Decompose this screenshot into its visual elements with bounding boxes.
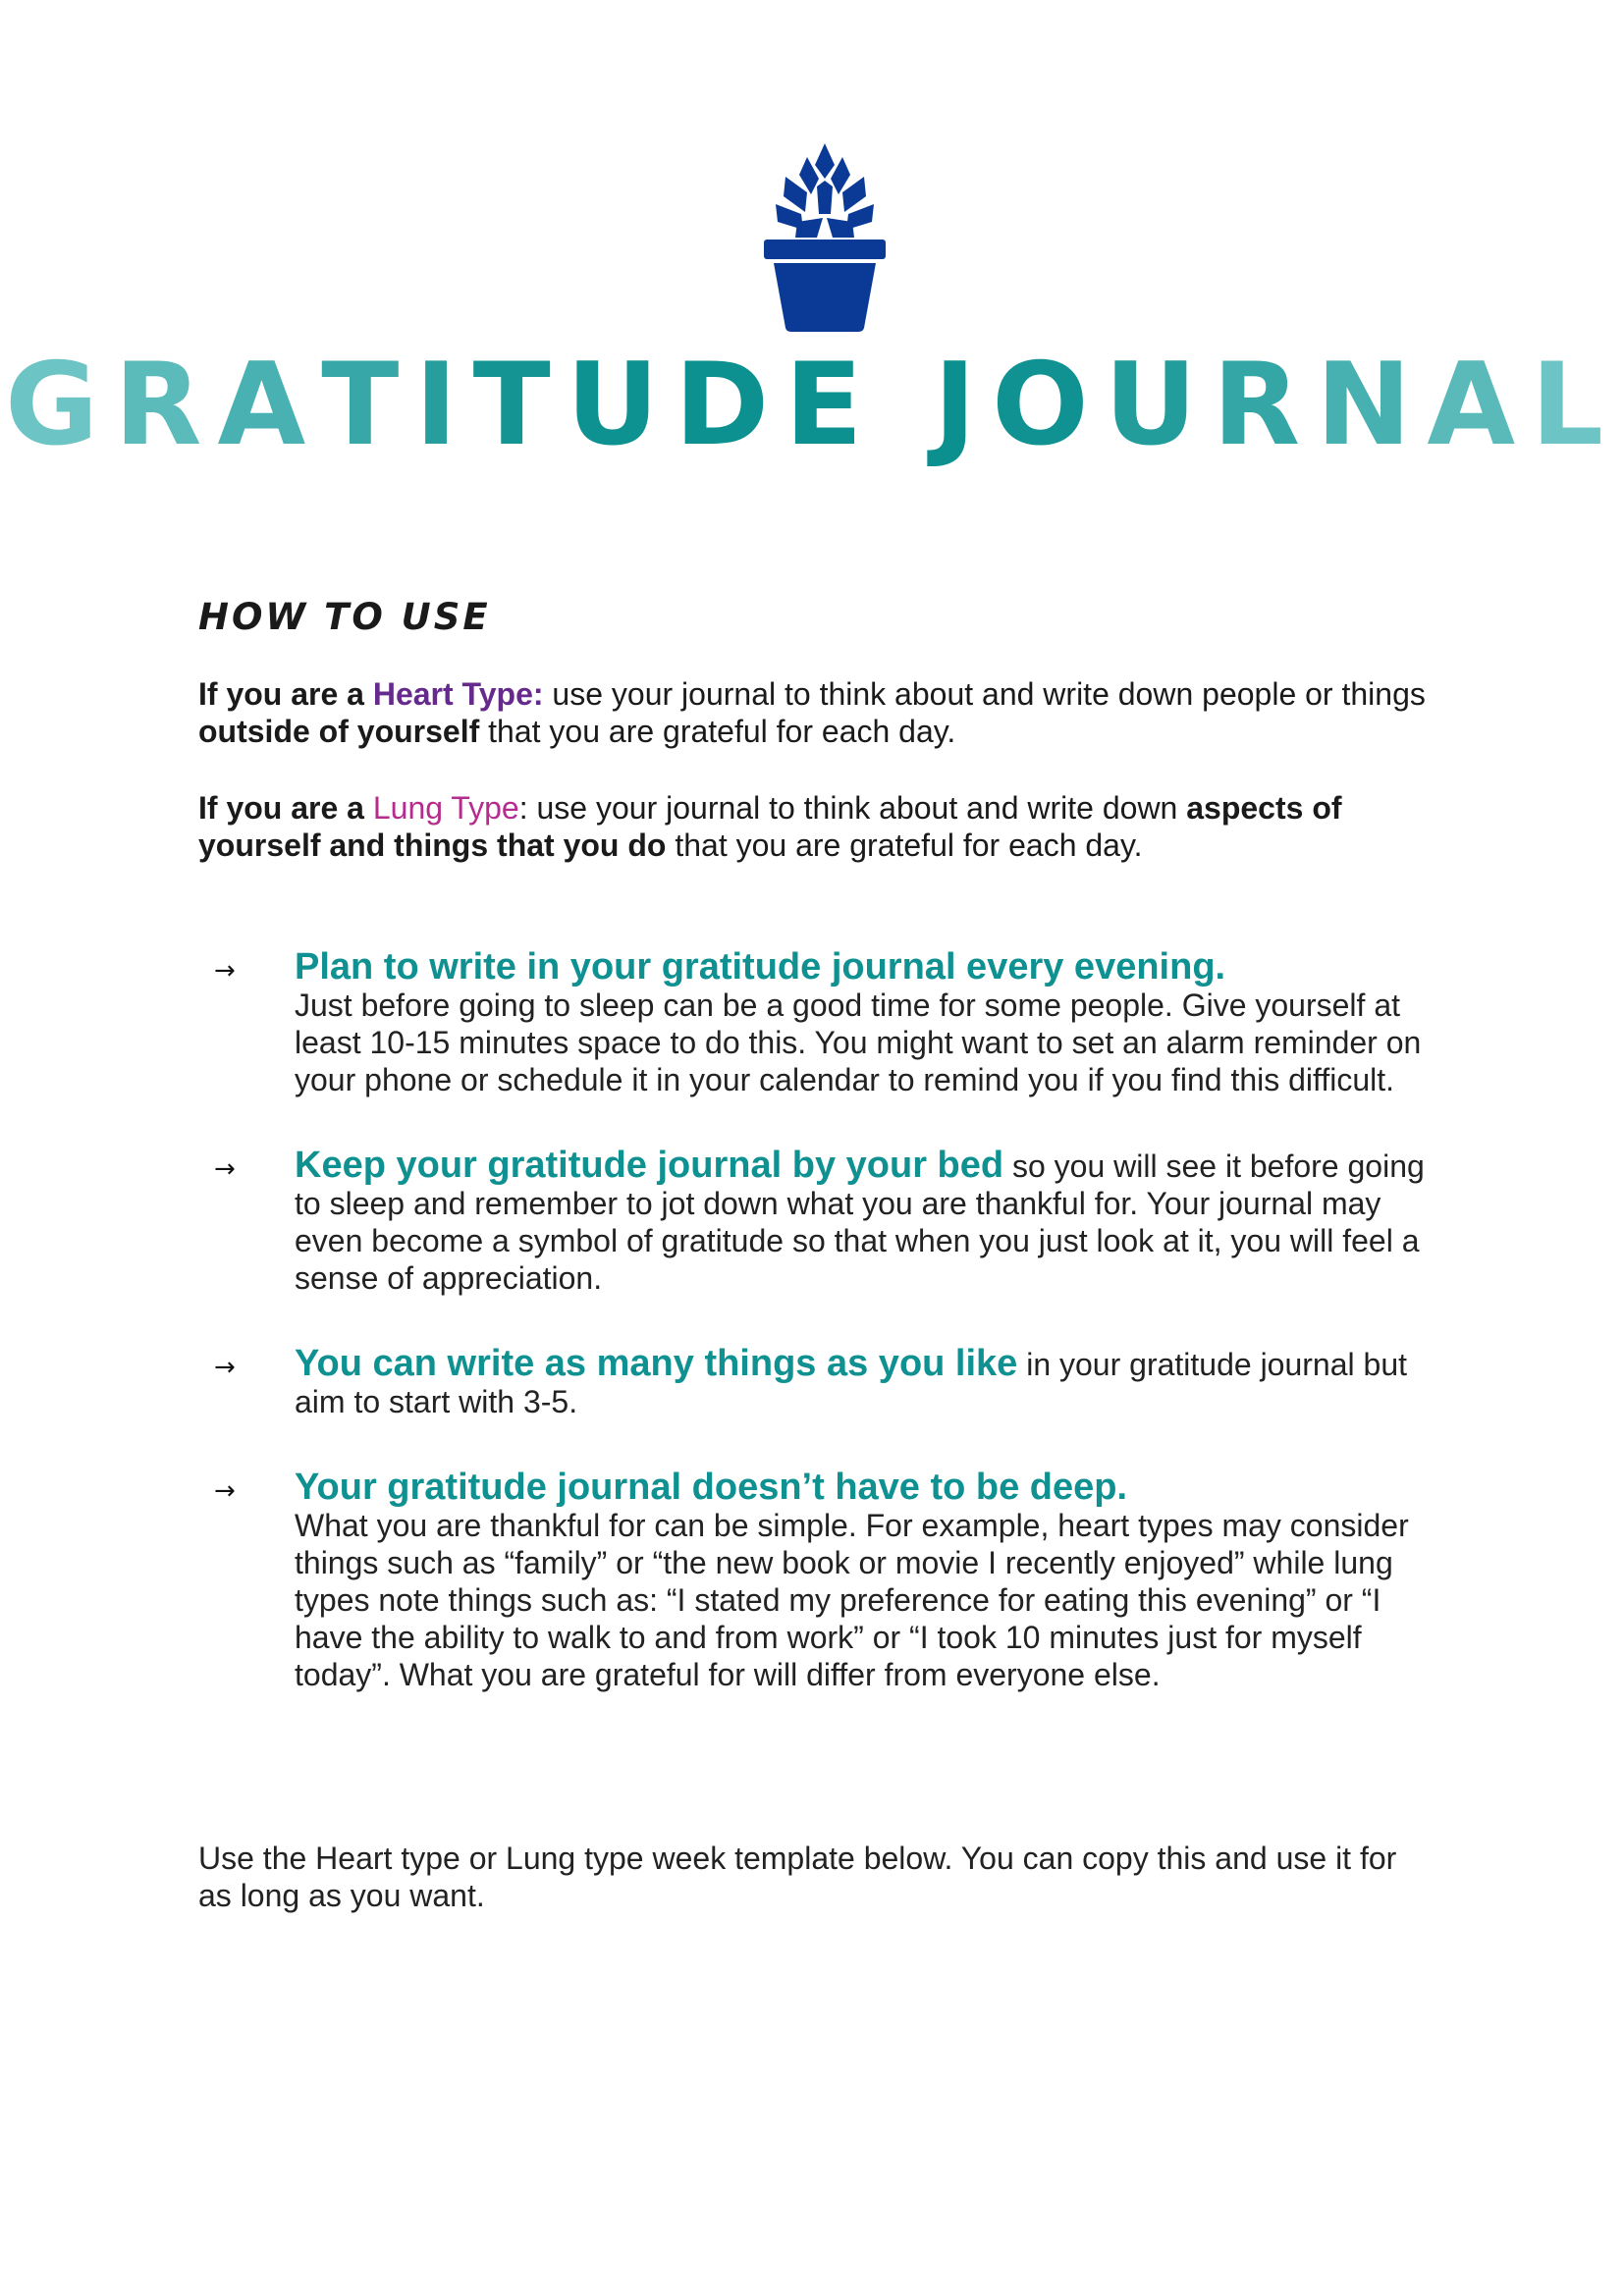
lung-type-paragraph (198, 789, 1426, 864)
tip-heading: You can write as many things as you like (295, 1343, 1018, 1384)
arrow-right-icon: → (214, 1476, 236, 1506)
title-letter: N (1316, 339, 1428, 471)
title-letter: O (992, 339, 1105, 471)
title-letter (879, 348, 934, 462)
tip-body: in your gratitude journal but aim to start with 3-5. (295, 1347, 1407, 1419)
succulent-plant-pot-icon (756, 135, 893, 332)
arrow-right-icon: → (214, 1154, 236, 1184)
title-letter: E (785, 339, 879, 471)
title-letter: T (321, 339, 415, 471)
template-instructions: Use the Heart type or Lung type week template below. You can copy this and use it for as long as you want. (198, 1841, 1397, 1913)
list-item (196, 1147, 1434, 1297)
heart-text-2: that you are grateful for each day. (479, 714, 956, 749)
title-letter: R (1212, 339, 1317, 471)
heart-emphasis: outside of yourself (198, 714, 480, 749)
tip-heading: Keep your gratitude journal by your bed (295, 1145, 1004, 1186)
heart-type-paragraph (198, 675, 1426, 750)
heart-type-label: Heart Type: (372, 676, 544, 712)
lung-text-2: that you are grateful for each day. (666, 828, 1143, 863)
title-letter: I (414, 339, 473, 471)
lung-prefix: If you are a (198, 790, 373, 826)
list-item (196, 1468, 1434, 1693)
page-title (0, 339, 1624, 471)
tip-body: Just before going to sleep can be a good time for some people. Give yourself at least 10-15 minutes space to do this. You might want to set an alarm reminder on your phone or schedule it in your calendar to remind you if you find this difficult. (295, 988, 1422, 1097)
heart-text-1: use your journal to think about and write down people or things (543, 676, 1426, 712)
heart-prefix: If you are a (198, 676, 373, 712)
title-letter: G (4, 339, 115, 471)
arrow-right-icon: → (214, 1353, 236, 1382)
title-letter: J (933, 339, 993, 471)
arrow-right-icon: → (214, 956, 236, 986)
title-letter: U (566, 339, 675, 471)
tip-body: so you will see it before going to sleep and remember to jot down what you are thankful for. Your journal may even become a symbol of gratitude so that when you just look at it, you will feel a sense of appreciation. (295, 1148, 1425, 1296)
title-letter: L (1531, 339, 1620, 471)
tip-heading: Your gratitude journal doesn’t have to be deep. (295, 1467, 1128, 1508)
title-letter: R (114, 339, 218, 471)
list-item (196, 948, 1434, 1098)
list-item (196, 1345, 1434, 1420)
tip-heading: Plan to write in your gratitude journal every evening. (295, 946, 1226, 988)
lung-text-1: : use your journal to think about and write down (518, 790, 1187, 826)
lung-type-label: Lung Type (372, 790, 519, 826)
title-letter: U (1104, 339, 1213, 471)
section-heading-how-to-use: HOW TO USE (198, 596, 491, 638)
tips-list (196, 948, 1434, 1693)
page-title-text (5, 339, 1619, 471)
title-letter: D (674, 339, 785, 471)
tip-body: What you are thankful for can be simple. For example, heart types may consider things such as “family” or “the new book or movie I recently enjoyed” while lung types note things such as: “I stated my preference for eating this evening” or “I have the ability to walk to and from work” or “I took 10 minutes just for myself today”. What you are grateful for will differ from everyone else. (295, 1508, 1409, 1692)
title-letter: A (217, 339, 322, 471)
title-letter: A (1427, 339, 1532, 471)
logo-graphic (764, 143, 886, 332)
lung-emphasis: aspects of yourself and things that you do (198, 790, 1342, 863)
title-letter: T (472, 339, 567, 471)
